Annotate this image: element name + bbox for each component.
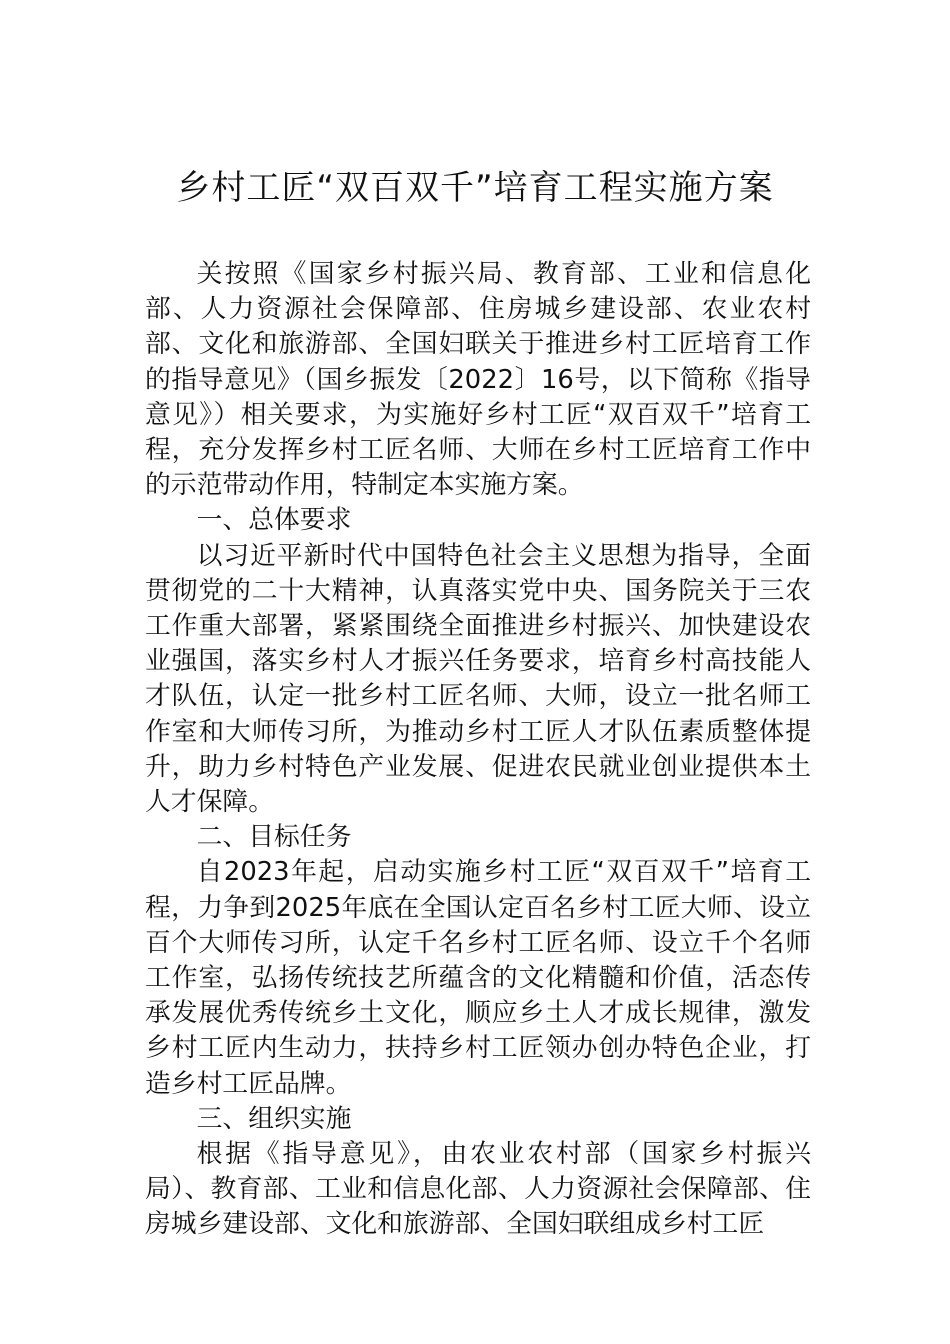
section-heading-goals-tasks: 二、目标任务 [196, 822, 352, 853]
section-paragraph-general-requirements: 以习近平新时代中国特色社会主义思想为指导，全面贯彻党的二十大精神，认真落实党中央、国务院关于三农工作重大部署，紧紧围绕全面推进乡村振兴、加快建设农业强国，落实乡村人才振兴任务要求，培育乡村高技能人才队伍，认定一批乡村工匠名师、大师，设立一批名师工作室和大师传习所，为推动乡村工匠人才队伍素质整体提升，助力乡村特色产业发展、促进农民就业创业提供本土人才保障。 [145, 540, 811, 818]
document-title: 乡村工匠“双百双千”培育工程实施方案 [176, 168, 774, 208]
document-body [145, 257, 811, 1243]
section-heading-organization: 三、组织实施 [196, 1103, 352, 1134]
intro-paragraph: 关按照《国家乡村振兴局、教育部、工业和信息化部、人力资源社会保障部、住房城乡建设部、农业农村部、文化和旅游部、全国妇联关于推进乡村工匠培育工作的指导意见》（国乡振发〔2022〕16号，以下简称《指导意见》）相关要求，为实施好乡村工匠“双百双千”培育工程，充分发挥乡村工匠名师、大师在乡村工匠培育工作中的示范带动作用，特制定本实施方案。 [145, 259, 811, 501]
section-paragraph-organization: 根据《指导意见》，由农业农村部（国家乡村振兴局）、教育部、工业和信息化部、人力资源社会保障部、住房城乡建设部、文化和旅游部、全国妇联组成乡村工匠 [145, 1139, 811, 1240]
section-paragraph-goals-tasks: 自2023年起，启动实施乡村工匠“双百双千”培育工程，力争到2025年底在全国认定百名乡村工匠大师、设立百个大师传习所，认定千名乡村工匠名师、设立千个名师工作室，弘扬传统技艺所蕴含的文化精髓和价值，活态传承发展优秀传统乡土文化，顺应乡土人才成长规律，激发乡村工匠内生动力，扶持乡村工匠领办创办特色企业，打造乡村工匠品牌。 [145, 857, 811, 1099]
section-heading-general-requirements: 一、总体要求 [196, 505, 352, 536]
